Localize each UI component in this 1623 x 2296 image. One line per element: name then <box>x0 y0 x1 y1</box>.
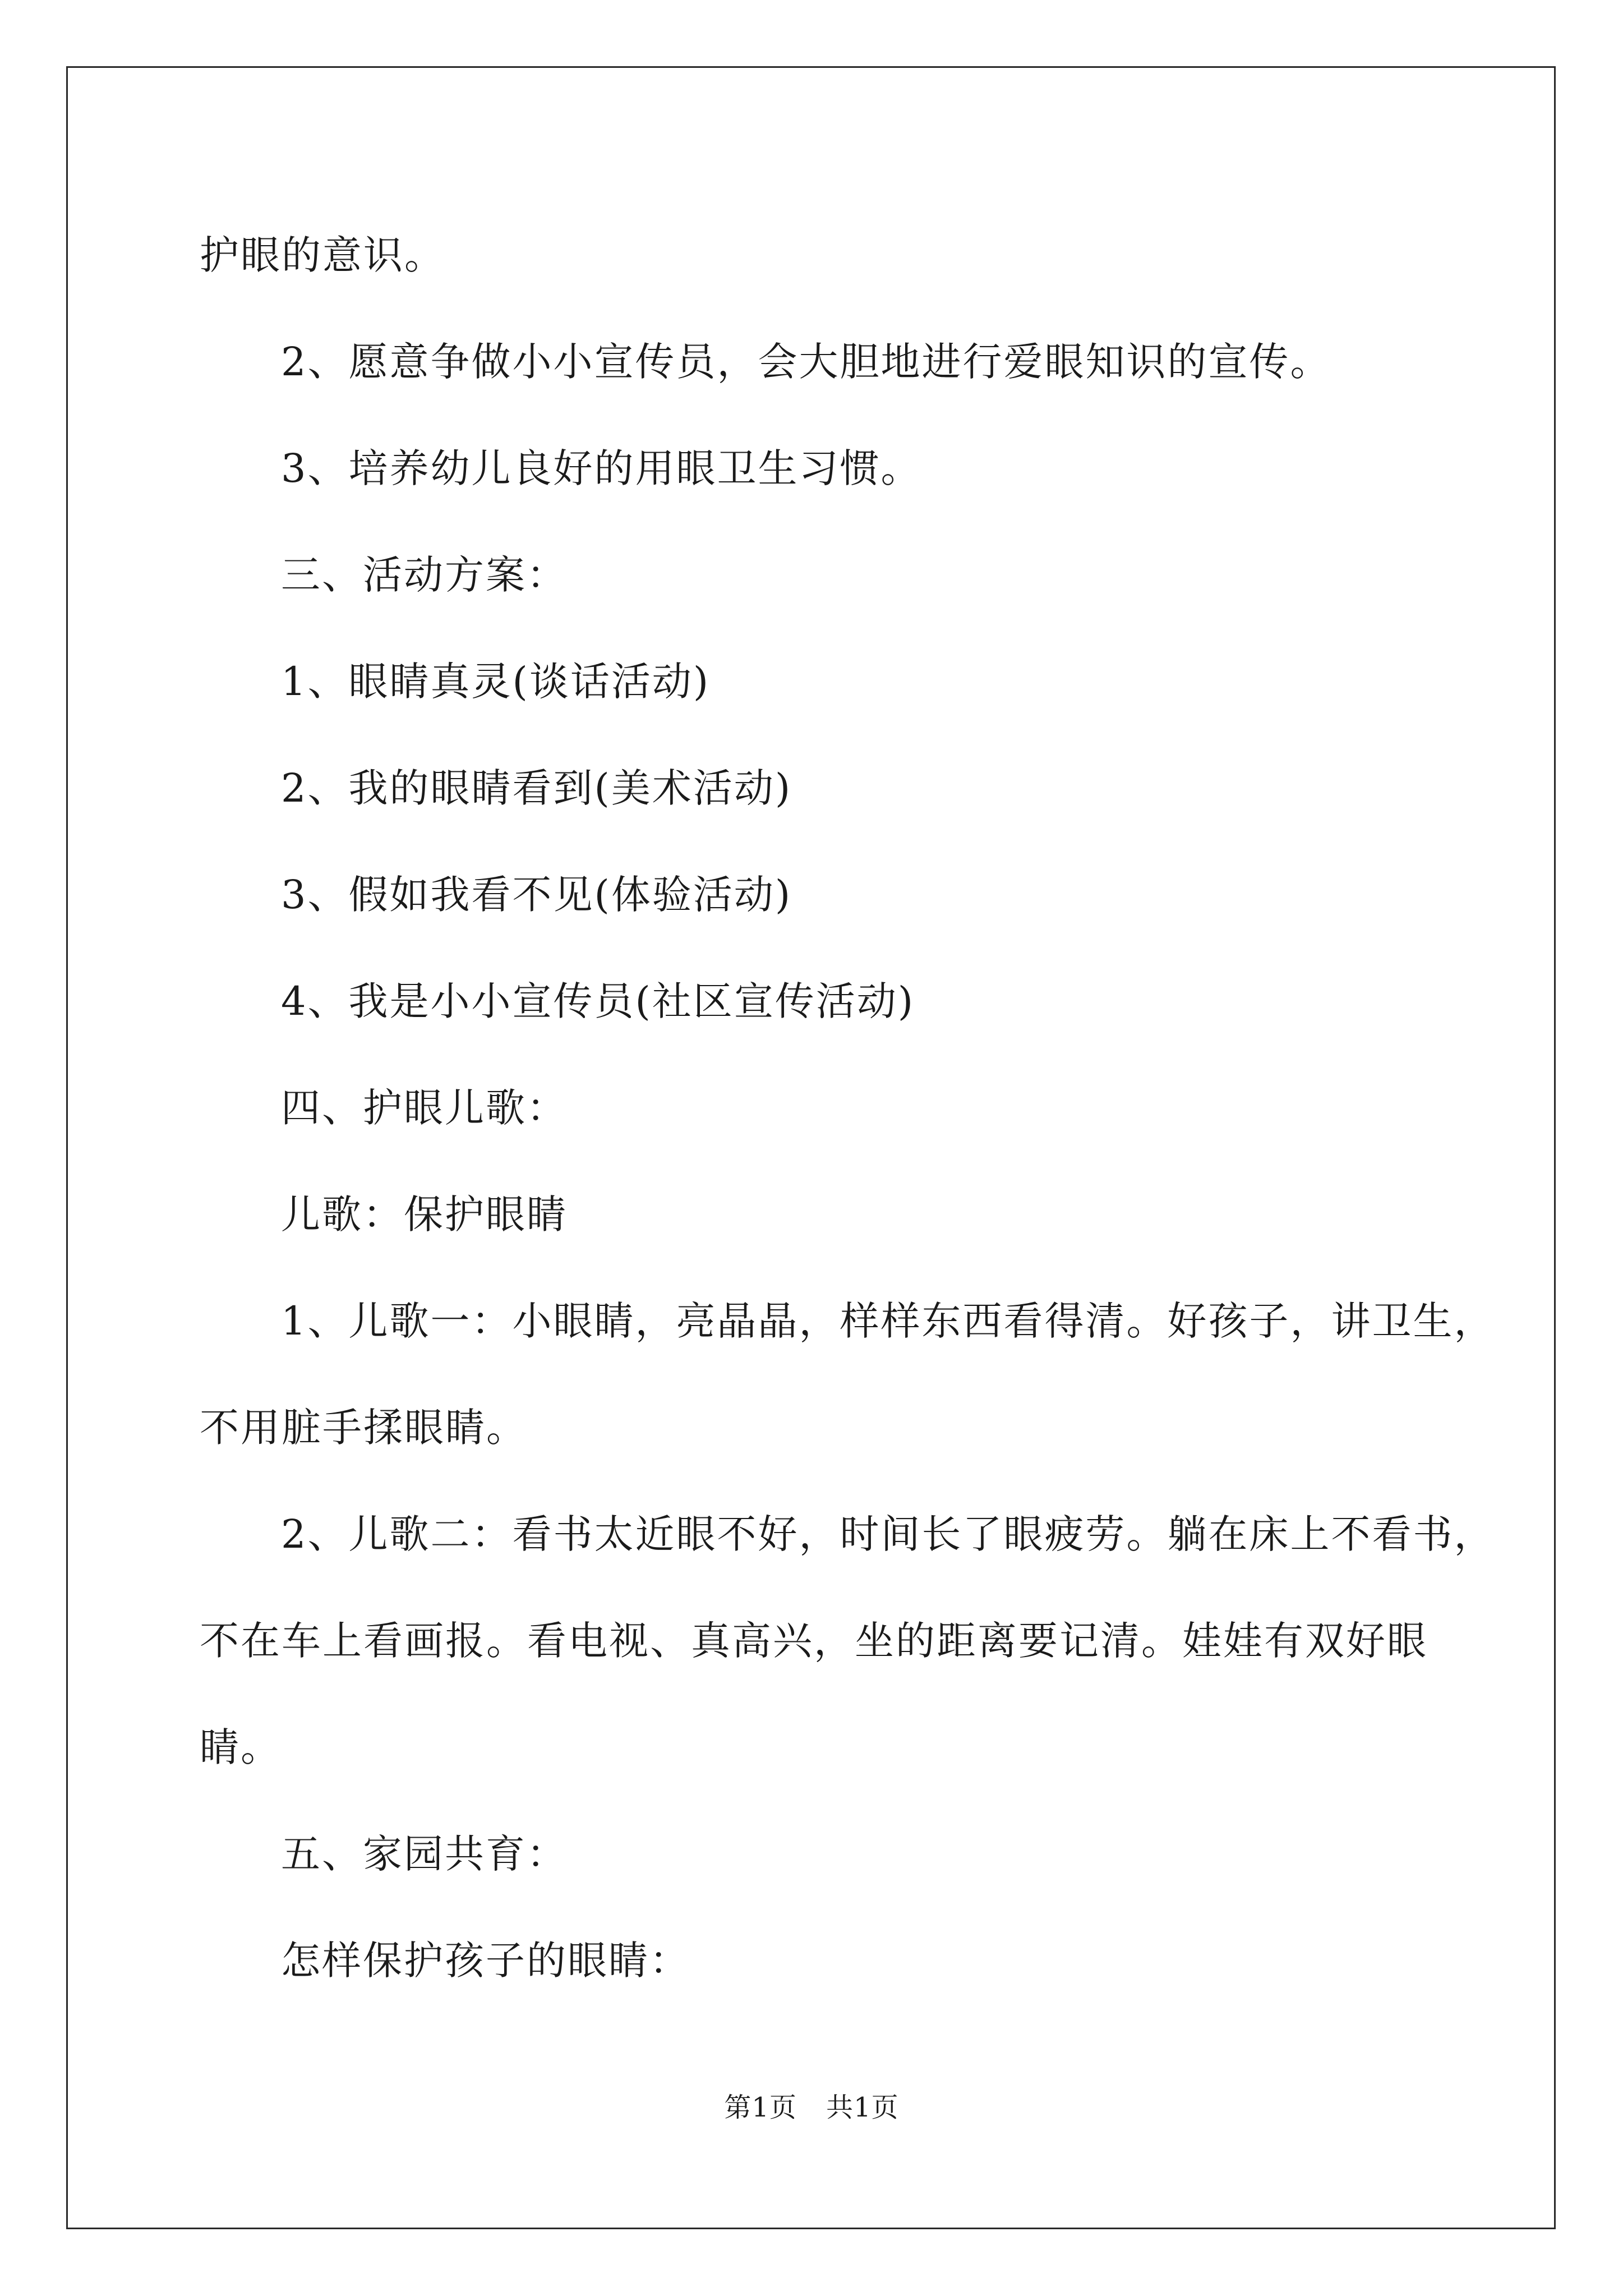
paragraph: 2、愿意争做小小宣传员，会大胆地进行爱眼知识的宣传。 <box>281 339 1331 385</box>
page-total: 共1页 <box>826 2092 899 2123</box>
paragraph: 睛。 <box>200 1724 282 1770</box>
paragraph: 2、儿歌二：看书太近眼不好，时间长了眼疲劳。躺在床上不看书， <box>281 1511 1495 1557</box>
section-heading: 三、活动方案： <box>281 552 568 598</box>
page-number: 第1页 <box>724 2092 797 2123</box>
paragraph: 护眼的意识。 <box>200 232 445 278</box>
paragraph: 儿歌：保护眼睛 <box>281 1191 568 1237</box>
page-footer <box>0 2086 1623 2124</box>
paragraph: 4、我是小小宣传员(社区宣传活动) <box>281 978 915 1024</box>
paragraph: 怎样保护孩子的眼睛： <box>281 1938 690 1984</box>
paragraph: 2、我的眼睛看到(美术活动) <box>281 765 792 811</box>
paragraph: 不在车上看画报。看电视、真高兴，坐的距离要记清。娃娃有双好眼 <box>200 1618 1428 1664</box>
paragraph: 1、眼睛真灵(谈话活动) <box>281 659 711 705</box>
paragraph: 3、培养幼儿良好的用眼卫生习惯。 <box>281 445 922 491</box>
document-body <box>200 202 1495 2014</box>
paragraph: 1、儿歌一：小眼睛，亮晶晶，样样东西看得清。好孩子，讲卫生， <box>281 1298 1495 1344</box>
section-heading: 四、护眼儿歌： <box>281 1085 568 1131</box>
paragraph: 不用脏手揉眼睛。 <box>200 1405 527 1451</box>
section-heading: 五、家园共育： <box>281 1831 568 1877</box>
paragraph: 3、假如我看不见(体验活动) <box>281 872 792 918</box>
